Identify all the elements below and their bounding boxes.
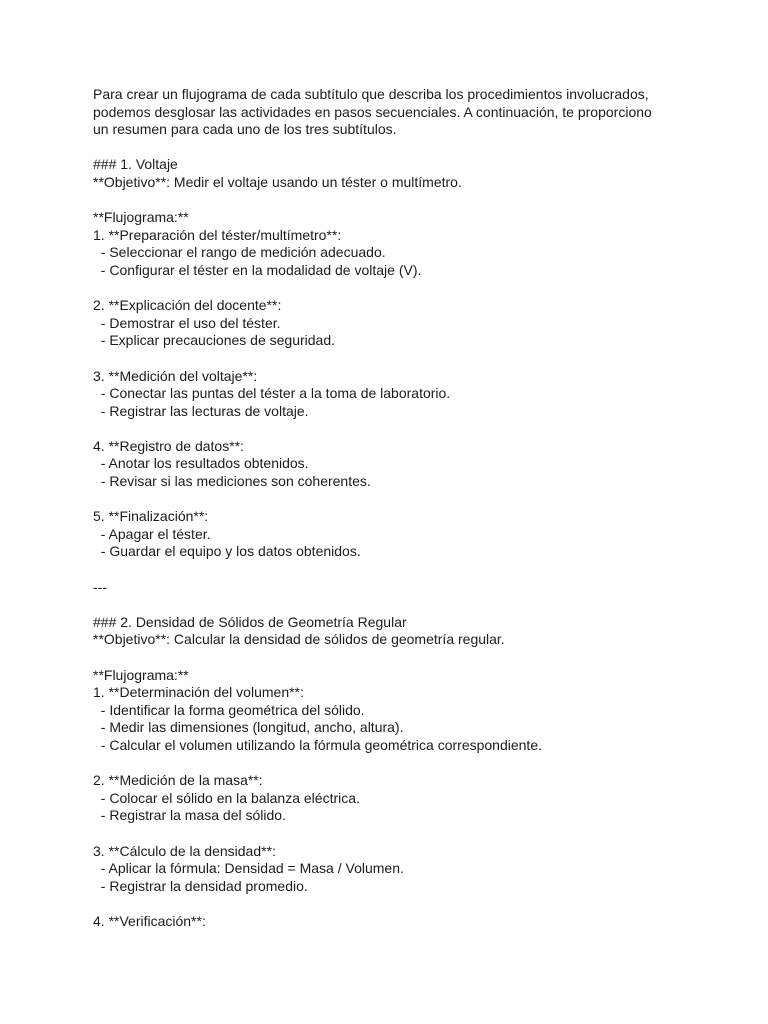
section-separator: --- [93, 578, 107, 595]
step-item: - Medir las dimensiones (longitud, ancho, altura). [93, 719, 404, 736]
blank-line [93, 350, 733, 368]
step-title: 3. **Cálculo de la densidad**: [93, 842, 276, 859]
blank-line [93, 596, 733, 614]
step-title: 4. **Registro de datos**: [93, 437, 244, 454]
step-title: 4. **Verificación**: [93, 912, 206, 929]
step-item: - Anotar los resultados obtenidos. [93, 455, 309, 472]
step-title: 2. **Medición de la masa**: [93, 772, 263, 789]
step-item: - Apagar el téster. [93, 525, 211, 542]
step-title: 5. **Finalización**: [93, 508, 209, 525]
step-item: - Calcular el volumen utilizando la fórmula geométrica correspondiente. [93, 736, 542, 753]
step-item: - Seleccionar el rango de medición adecuado. [93, 244, 386, 261]
section-1-heading: ### 1. Voltaje [93, 156, 178, 173]
step-item: - Colocar el sólido en la balanza eléctrica. [93, 789, 360, 806]
step-item: - Configurar el téster en la modalidad de voltaje (V). [93, 261, 422, 278]
step-item: - Registrar la masa del sólido. [93, 807, 286, 824]
section-2-flow-label: **Flujograma:** [93, 666, 189, 683]
intro-paragraph [93, 86, 733, 139]
step-item: - Conectar las puntas del téster a la toma de laboratorio. [93, 385, 451, 402]
blank-line [93, 280, 733, 298]
section-2-objective: **Objetivo**: Calcular la densidad de sólidos de geometría regular. [93, 631, 505, 648]
section-1-objective: **Objetivo**: Medir el voltaje usando un téster o multímetro. [93, 173, 462, 190]
blank-line [93, 649, 733, 667]
step-item: - Demostrar el uso del téster. [93, 314, 281, 331]
blank-line [93, 895, 733, 913]
step-title: 3. **Medición del voltaje**: [93, 367, 258, 384]
blank-line [93, 420, 733, 438]
section-1-flow-label: **Flujograma:** [93, 209, 189, 226]
intro-line: Para crear un flujograma de cada subtítulo que describa los procedimientos involucrados, [93, 86, 649, 102]
step-item: - Registrar la densidad promedio. [93, 877, 308, 894]
step-item: - Aplicar la fórmula: Densidad = Masa / Volumen. [93, 860, 404, 877]
blank-line [93, 139, 733, 157]
intro-line: podemos desglosar las actividades en pasos secuenciales. A continuación, te proporciono [93, 103, 652, 120]
blank-line [93, 825, 733, 843]
blank-line [93, 192, 733, 210]
intro-line: un resumen para cada uno de los tres subtítulos. [93, 121, 397, 138]
step-item: - Guardar el equipo y los datos obtenidos. [93, 543, 361, 560]
section-2-heading: ### 2. Densidad de Sólidos de Geometría Regular [93, 613, 407, 630]
step-item: - Registrar las lecturas de voltaje. [93, 402, 309, 419]
step-item: - Identificar la forma geométrica del sólido. [93, 701, 365, 718]
step-item: - Revisar si las mediciones son coherentes. [93, 473, 371, 490]
blank-line [93, 755, 733, 773]
step-title: 1. **Preparación del téster/multímetro**: [93, 226, 342, 243]
step-item: - Explicar precauciones de seguridad. [93, 332, 336, 349]
document-page [93, 86, 733, 931]
blank-line [93, 561, 733, 579]
step-title: 1. **Determinación del volumen**: [93, 684, 304, 701]
step-title: 2. **Explicación del docente**: [93, 297, 282, 314]
blank-line [93, 491, 733, 509]
